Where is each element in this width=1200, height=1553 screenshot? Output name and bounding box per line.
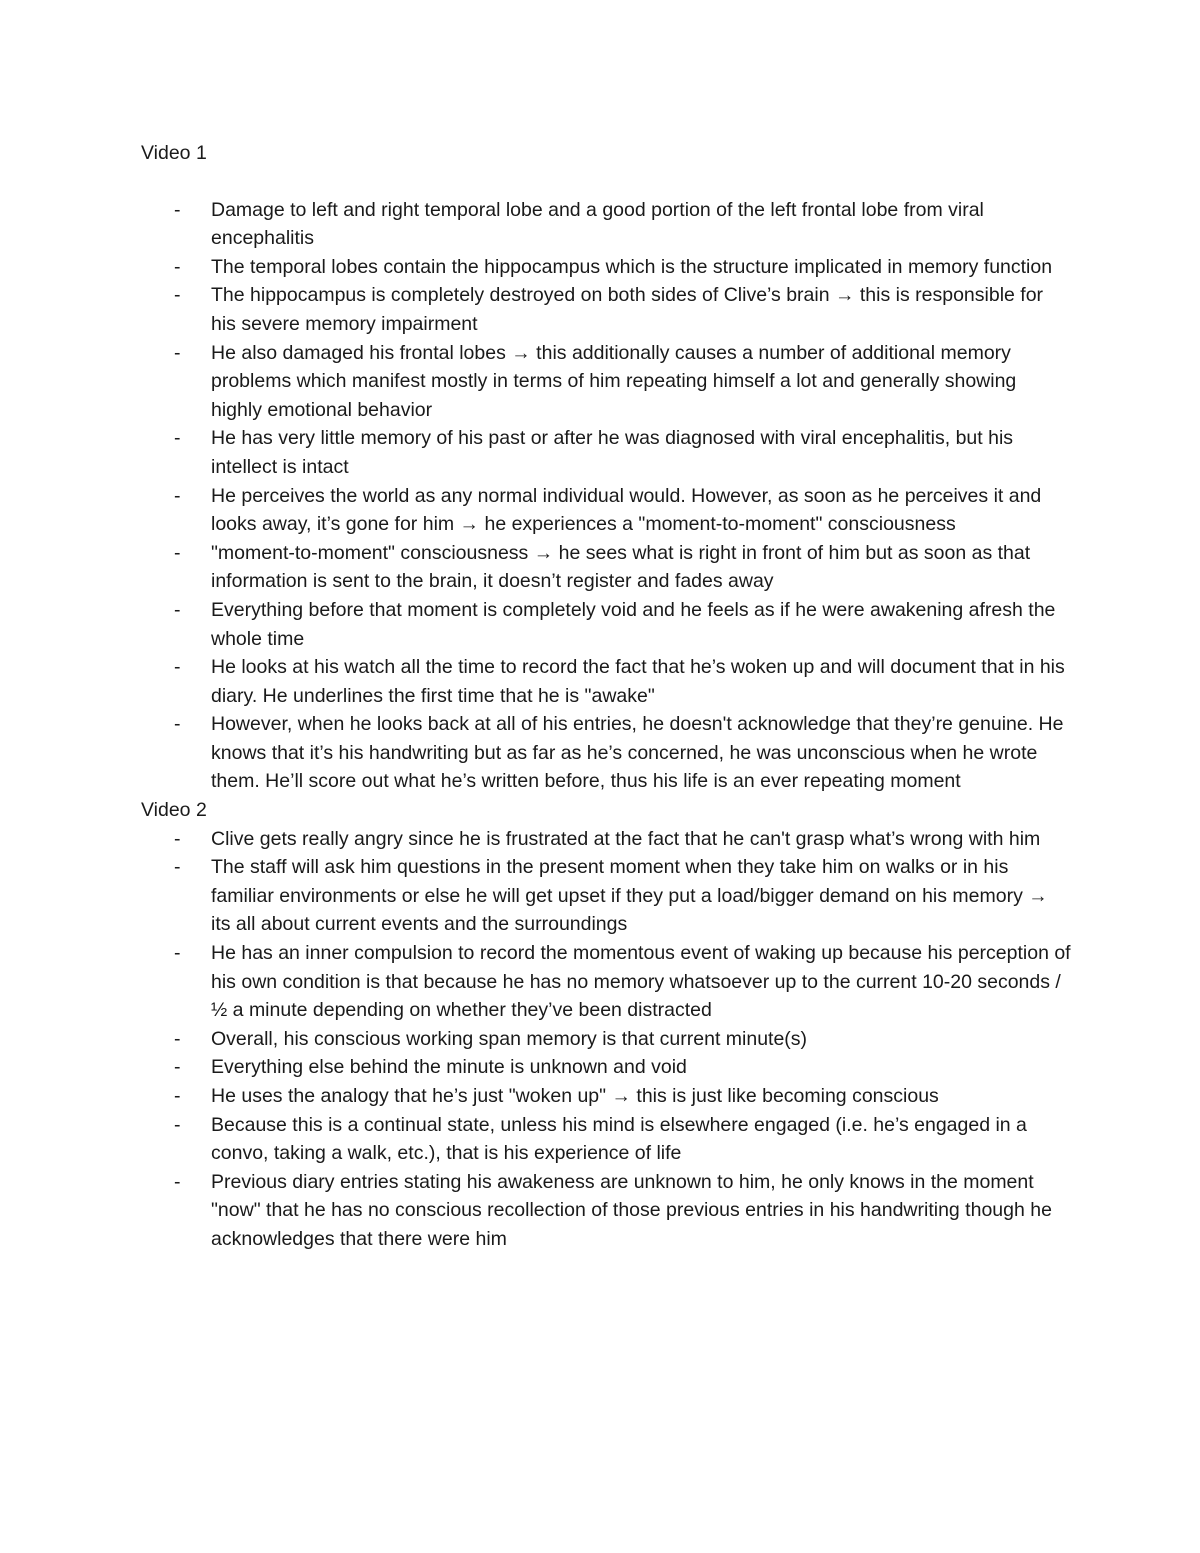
list-item-text: Overall, his conscious working span memory is that current minute(s) [211,1027,808,1050]
document-page [141,139,1071,1254]
list-item [141,1168,1071,1254]
list-item [141,281,1071,338]
bullet-dash: - [174,827,181,850]
bullet-dash: - [174,856,181,879]
list-item [141,253,1071,282]
list-item-text: He looks at his watch all the time to record the fact that he’s woken up and will document that in his diary. He underlines the first time that he is "awake" [211,656,1065,707]
bullet-dash: - [174,541,181,564]
list-item [141,853,1071,939]
bullet-dash: - [174,713,181,736]
bullet-list [141,825,1071,1254]
bullet-dash: - [174,598,181,621]
list-item-text: He perceives the world as any normal individual would. However, as soon as he perceives it and looks away, it’s gone for him → he experiences a "moment-to-moment" consciousness [211,484,1042,536]
list-item [141,539,1071,596]
list-item-text: He also damaged his frontal lobes → this additionally causes a number of additional memory problems which manifest mostly in terms of him repeating himself a lot and generally showing highly emotional behavior [211,341,1017,421]
list-item-text: Because this is a continual state, unless his mind is elsewhere engaged (i.e. he’s engaged in a convo, taking a walk, etc.), that is his experience of life [211,1113,1027,1165]
bullet-dash: - [174,656,181,679]
bullet-list [141,196,1071,796]
list-item [141,596,1071,653]
list-item [141,482,1071,539]
list-item [141,1025,1071,1054]
section-video-2 [141,796,1071,1254]
list-item-text: He uses the analogy that he’s just "woken up" → this is just like becoming conscious [211,1085,939,1107]
bullet-dash: - [174,427,181,450]
bullet-dash: - [174,1056,181,1079]
list-item [141,710,1071,796]
bullet-dash: - [174,1085,181,1107]
list-item [141,653,1071,710]
list-item-text: "moment-to-moment" consciousness → he sees what is right in front of him but as soon as that information is sent to the brain, it doesn’t register and fades away [211,541,1031,593]
list-item [141,939,1071,1025]
section-title: Video 2 [141,799,207,822]
list-item [141,424,1071,481]
bullet-dash: - [174,1027,181,1050]
bullet-dash: - [174,198,181,221]
bullet-dash: - [174,341,181,364]
bullet-dash: - [174,942,181,965]
list-item-text: Damage to left and right temporal lobe and a good portion of the left frontal lobe from viral encephalitis [211,198,984,250]
list-item [141,825,1071,854]
list-item-text: He has an inner compulsion to record the momentous event of waking up because his perception of his own condition is that because he has no memory whatsoever up to the current 10-20 seconds / ½ a minute depending on whether they’ve been distracted [211,942,1071,1022]
bullet-dash: - [174,1113,181,1136]
list-item [141,1111,1071,1168]
list-item-text: Everything else behind the minute is unknown and void [211,1056,687,1079]
list-item-text: Clive gets really angry since he is frustrated at the fact that he can't grasp what’s wrong with him [211,827,1041,850]
section-video-1 [141,139,1071,796]
list-item-text: However, when he looks back at all of his entries, he doesn't acknowledge that they’re genuine. He knows that it’s his handwriting but as far as he’s concerned, he was unconscious when he wrote them. He’ll score out what he’s written before, thus his life is an ever repeating moment [211,713,1064,793]
list-item-text: The hippocampus is completely destroyed on both sides of Clive’s brain → this is responsible for his severe memory impairment [211,284,1044,335]
bullet-dash: - [174,255,181,278]
bullet-dash: - [174,484,181,507]
list-item-text: The temporal lobes contain the hippocampus which is the structure implicated in memory function [211,255,1053,278]
list-item [141,339,1071,425]
list-item-text: Previous diary entries stating his awakeness are unknown to him, he only knows in the moment "now" that he has no conscious recollection of those previous entries in his handwriting though he acknowledges that there were him [211,1170,1052,1250]
list-item-text: He has very little memory of his past or after he was diagnosed with viral encephalitis, but his intellect is intact [211,427,1014,478]
list-item [141,196,1071,253]
list-item-text: Everything before that moment is completely void and he feels as if he were awakening afresh the whole time [211,598,1056,650]
section-title: Video 1 [141,142,207,164]
list-item [141,1053,1071,1082]
bullet-dash: - [174,1170,181,1193]
bullet-dash: - [174,284,181,307]
list-item [141,1082,1071,1111]
list-item-text: The staff will ask him questions in the present moment when they take him on walks or in his familiar environments or else he will get upset if they put a load/bigger demand on his memory → its all about current events and the surroundings [211,856,1048,936]
